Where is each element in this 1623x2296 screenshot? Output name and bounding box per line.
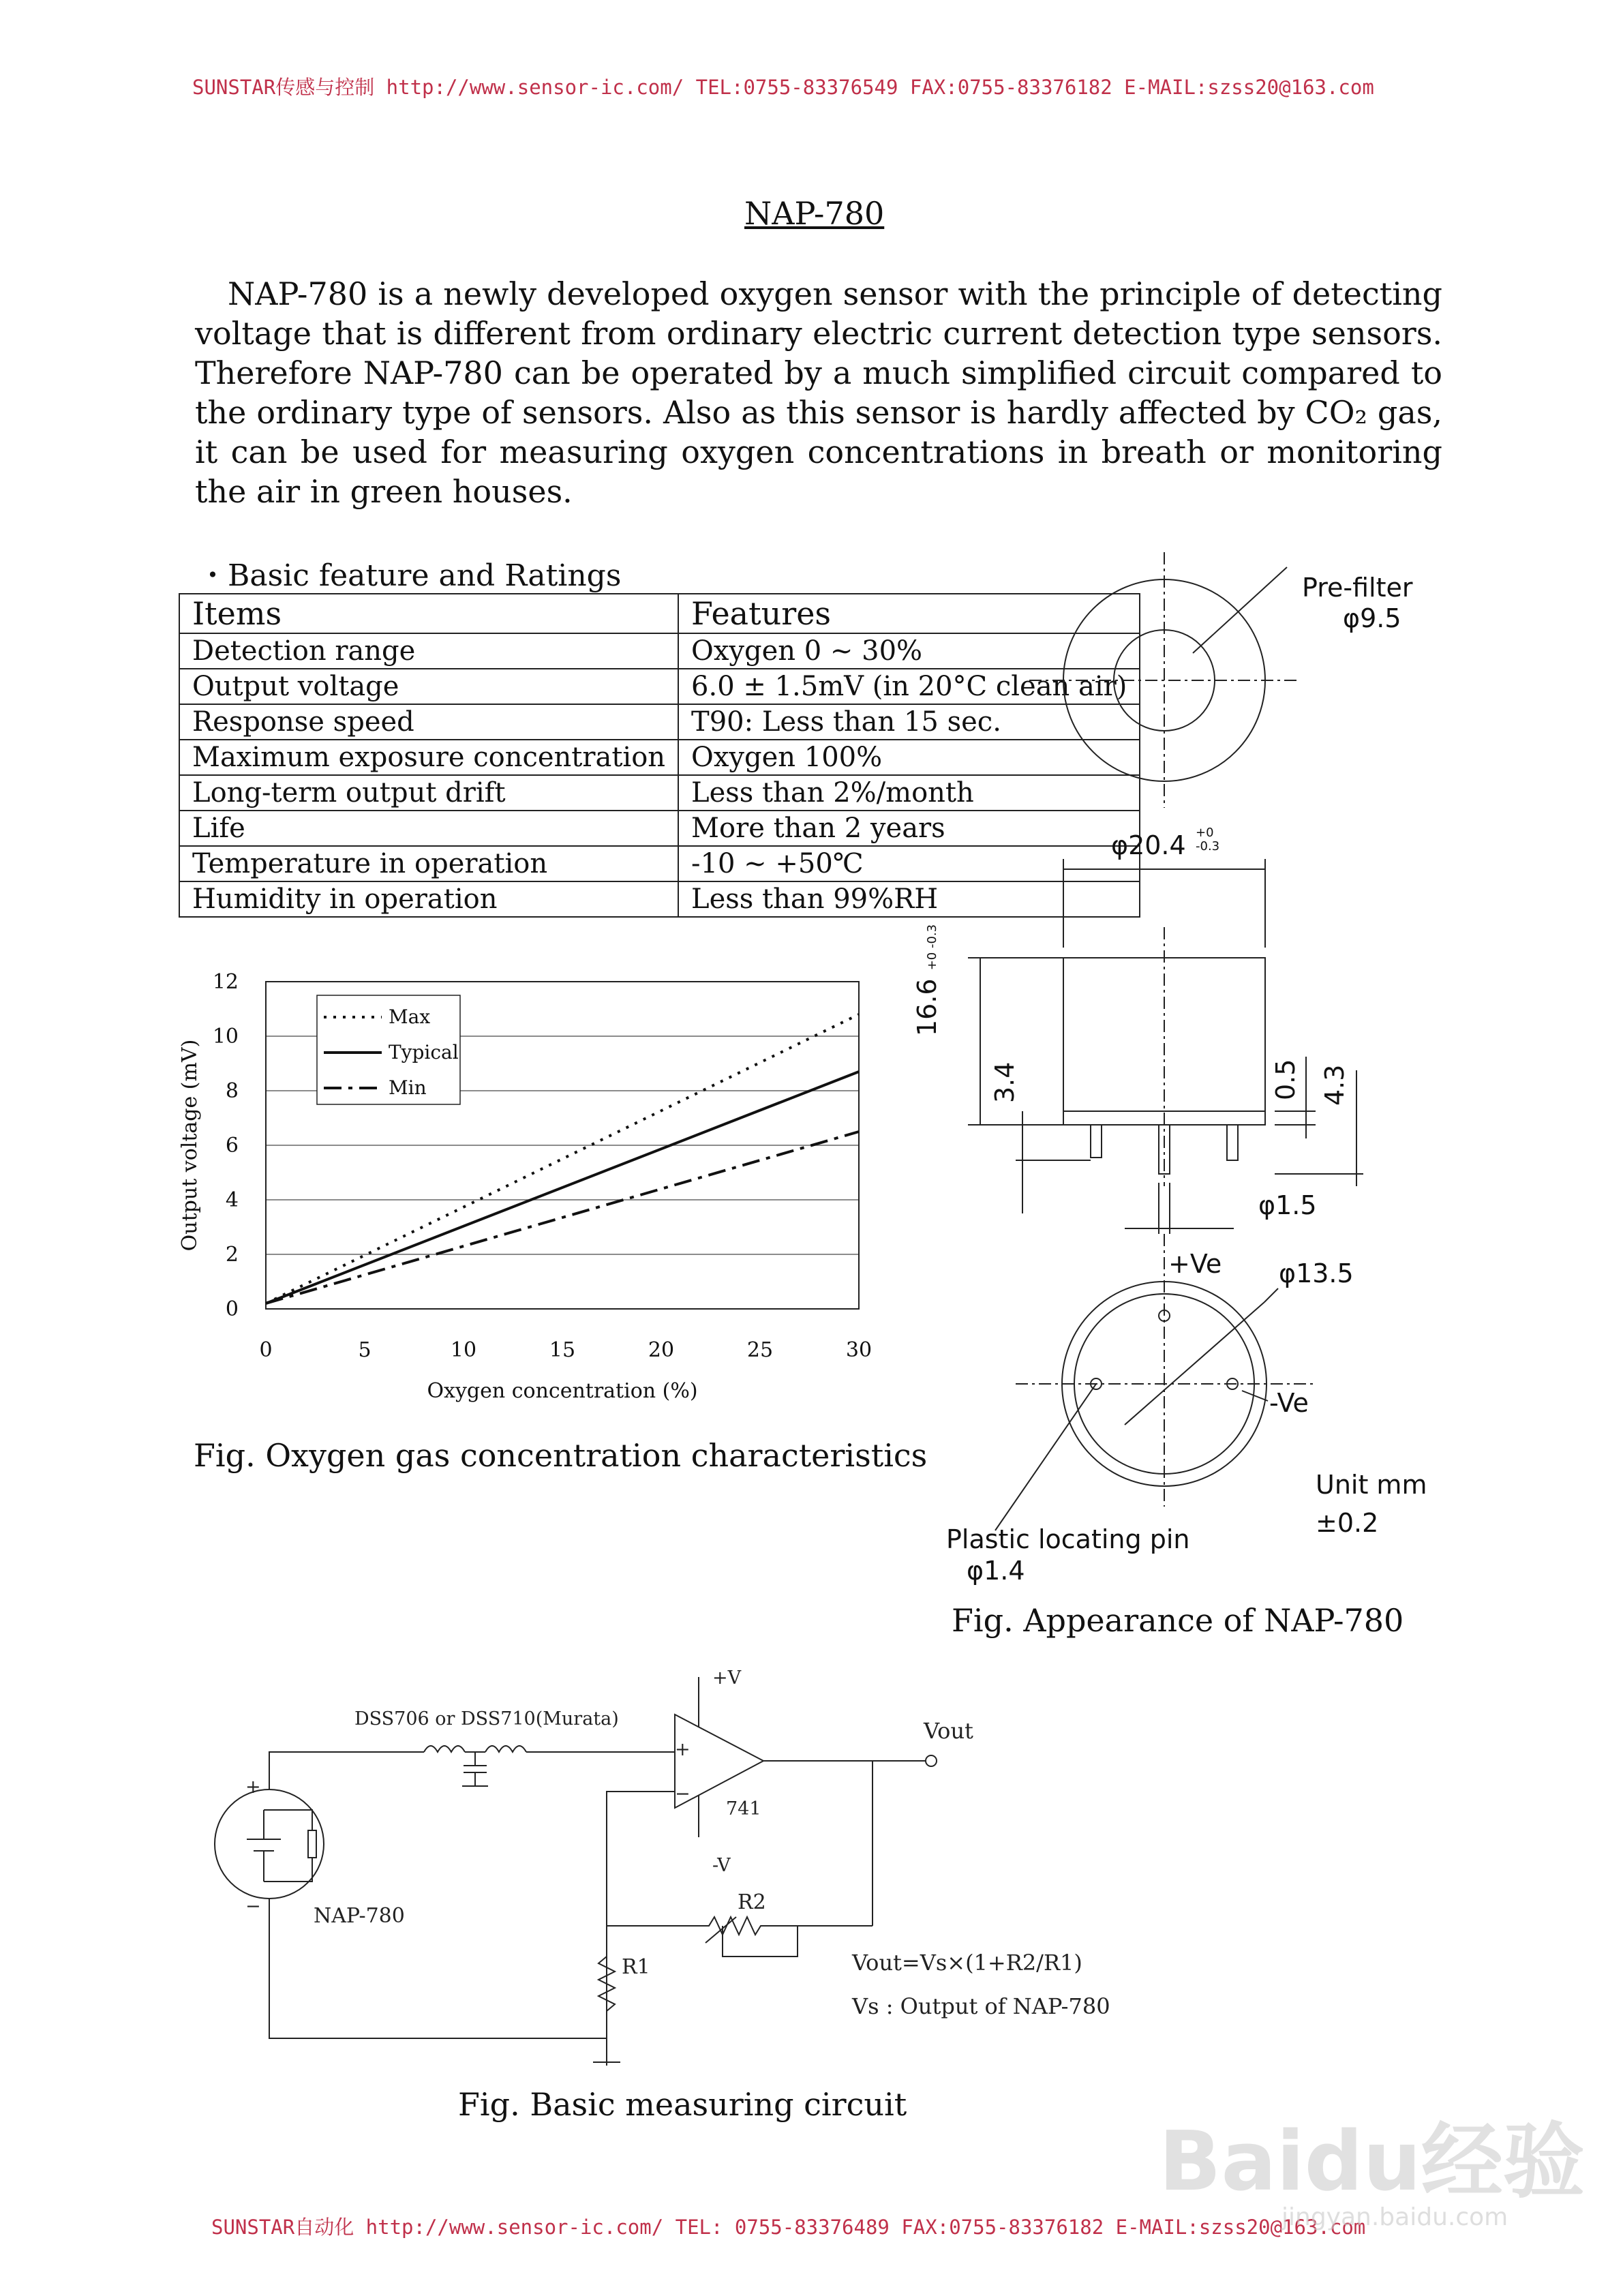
y-tick-label: 8: [225, 1079, 239, 1103]
pin-diameter: φ1.5: [1258, 1190, 1317, 1220]
prefilter-label: Pre-filter: [1302, 573, 1413, 603]
locating-pin-leader: [995, 1384, 1096, 1530]
diameter-leader: [1264, 1288, 1278, 1302]
y-tick-label: 12: [212, 970, 239, 994]
oxygen-chart: [164, 954, 920, 1418]
body-diameter-tolerance: [1196, 826, 1219, 854]
formula: Vout=Vs×(1+R2/R1): [852, 1950, 1082, 1976]
diameter-line: [1125, 1302, 1264, 1425]
y-tick-label: 2: [225, 1243, 239, 1267]
tolerance-lower: -0.3: [925, 924, 939, 949]
vout-label: Vout: [924, 1718, 973, 1744]
inductor-coil: [485, 1746, 526, 1752]
body-diameter: φ20.4: [1111, 830, 1186, 860]
table-cell-feature: More than 2 years: [678, 811, 1140, 846]
table-cell-feature: T90: Less than 15 sec.: [678, 704, 1140, 740]
dim-4-3: 4.3: [1320, 1064, 1350, 1106]
wire: [269, 1752, 424, 1789]
table-cell-feature: Oxygen 100%: [678, 740, 1140, 775]
circuit-caption: Fig. Basic measuring circuit: [458, 2086, 907, 2123]
series-line-typical: [266, 1072, 859, 1303]
sensor-appearance-drawing: [920, 539, 1534, 1582]
height-tolerance: [925, 924, 939, 970]
r1-label: R1: [622, 1955, 650, 1979]
positive-label: +Ve: [1168, 1249, 1222, 1279]
height-value: 16.6: [912, 978, 942, 1036]
y-tick-label: 0: [225, 1297, 239, 1321]
table-cell-item: Maximum exposure concentration: [179, 740, 678, 775]
table-cell-item: Temperature in operation: [179, 846, 678, 881]
unit-label: Unit mm: [1316, 1470, 1427, 1500]
header-line: SUNSTAR传感与控制 http://www.sensor-ic.com/ TEL:0755-83376549 FAX:0755-83376182 E-MAIL:szss20@163.com: [192, 76, 1374, 99]
wire: [607, 1792, 675, 2066]
y-tick-label: 10: [212, 1025, 239, 1048]
table-cell-feature: -10 ~ +50℃: [678, 846, 1140, 881]
x-axis-label: Oxygen concentration (%): [427, 1379, 698, 1403]
table-cell-item: Long-term output drift: [179, 775, 678, 811]
appearance-caption: Fig. Appearance of NAP-780: [952, 1602, 1404, 1639]
measuring-circuit: [204, 1657, 1172, 2066]
locating-pin-label: Plastic locating pin: [946, 1524, 1190, 1554]
chart-caption: Fig. Oxygen gas concentration characteristics: [194, 1437, 928, 1474]
table-cell-item: Life: [179, 811, 678, 846]
legend-label-min: Min: [389, 1076, 427, 1099]
column-header-features: Features: [678, 594, 1140, 633]
wire: [723, 1926, 798, 1957]
table-cell-feature: Less than 2%/month: [678, 775, 1140, 811]
tolerance-label: ±0.2: [1316, 1508, 1379, 1538]
table-cell-item: Detection range: [179, 633, 678, 669]
x-tick-label: 0: [259, 1338, 273, 1362]
opamp-plus-label: +: [675, 1739, 691, 1760]
legend-label-max: Max: [389, 1006, 431, 1028]
locating-pin-diameter: φ1.4: [967, 1556, 1025, 1586]
r2-resistor: [607, 1917, 873, 1935]
y-tick-label: 4: [225, 1188, 239, 1212]
opamp-minus-label: −: [675, 1783, 691, 1804]
prefilter-leader: [1193, 567, 1287, 653]
table-cell-item: Humidity in operation: [179, 881, 678, 917]
sensor-label: NAP-780: [314, 1904, 405, 1928]
x-tick-label: 15: [549, 1338, 576, 1362]
dim-3-4: 3.4: [990, 1061, 1020, 1103]
watermark-brand: Baidu经验: [1159, 2115, 1585, 2209]
sensor-resistor: [308, 1830, 316, 1858]
legend-label-typical: Typical: [389, 1041, 459, 1063]
tolerance-upper: +0: [925, 952, 939, 971]
intro-paragraph: NAP-780 is a newly developed oxygen sensor with the principle of detecting voltage that is different from ordinary electric current detection type sensors. Therefore NAP-780 can be operated by a much simplified circuit compared to the ordinary type of sensors. Also as this sensor is hardly affected by CO₂ gas, it can be used for measuring oxygen concentrations in breath or monitoring the air in green houses.: [195, 275, 1442, 510]
table-cell-feature: Less than 99%RH: [678, 881, 1140, 917]
pin: [1091, 1125, 1102, 1158]
x-tick-label: 20: [648, 1338, 675, 1362]
negative-leader: [1242, 1391, 1268, 1401]
footer-line: SUNSTAR自动化 http://www.sensor-ic.com/ TEL: 0755-83376489 FAX:0755-83376182 E-MAIL:szss20@163.com: [211, 2216, 1366, 2239]
features-heading: ・Basic feature and Ratings: [198, 558, 622, 593]
vminus-label: -V: [712, 1855, 731, 1876]
vs-note: Vs : Output of NAP-780: [852, 1993, 1110, 2019]
tolerance-lower: -0.3: [1196, 839, 1220, 854]
pin: [1227, 1125, 1238, 1160]
table-cell-feature: 6.0 ± 1.5mV (in 20°C clean air): [678, 669, 1140, 704]
r2-label: R2: [738, 1890, 766, 1914]
table-cell-feature: Oxygen 0 ~ 30%: [678, 633, 1140, 669]
series-line-min: [266, 1132, 859, 1303]
x-tick-label: 10: [450, 1338, 477, 1362]
vplus-label: +V: [712, 1667, 742, 1689]
pin-circle-diameter: φ13.5: [1279, 1258, 1354, 1288]
opamp-label: 741: [726, 1798, 761, 1819]
dim-0-5: 0.5: [1271, 1059, 1301, 1100]
y-axis-label: Output voltage (mV): [178, 1039, 202, 1252]
table-cell-item: Response speed: [179, 704, 678, 740]
vout-terminal: [926, 1755, 937, 1766]
tolerance-upper: +0: [1196, 826, 1214, 840]
column-header-items: Items: [179, 594, 678, 633]
height-dimension: [912, 924, 942, 1036]
prefilter-diameter: φ9.5: [1343, 603, 1401, 633]
inductor-coil: [424, 1746, 465, 1752]
filter-label: DSS706 or DSS710(Murata): [354, 1708, 619, 1729]
page-title: NAP-780: [744, 195, 885, 232]
negative-label: -Ve: [1269, 1388, 1309, 1418]
sensor-minus-label: −: [245, 1896, 261, 1917]
table-cell-item: Output voltage: [179, 669, 678, 704]
wire: [264, 1858, 312, 1882]
x-tick-label: 30: [845, 1338, 873, 1362]
y-tick-label: 6: [225, 1134, 239, 1158]
wire: [264, 1810, 312, 1830]
x-tick-label: 25: [746, 1338, 774, 1362]
watermark-url: jingyan.baidu.com: [1281, 2203, 1508, 2231]
x-tick-label: 5: [358, 1338, 371, 1362]
r2-arrow: [706, 1917, 736, 1943]
sensor-plus-label: +: [245, 1777, 261, 1798]
